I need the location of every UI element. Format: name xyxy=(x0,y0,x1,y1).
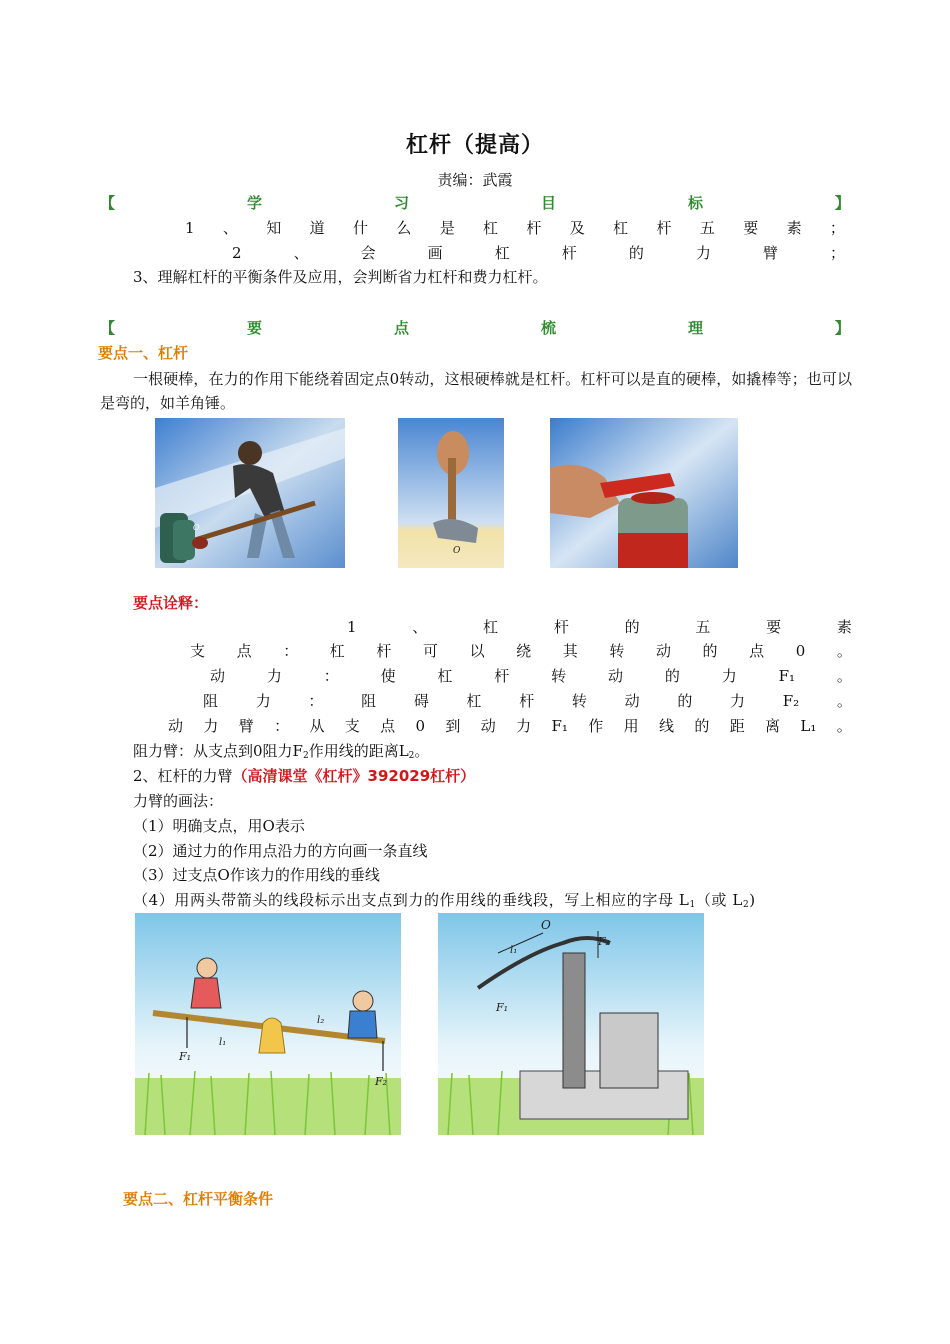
resistance-arm-definition: 阻力臂：从支点到0阻力$F_2$作用线的距离$L_2$。 xyxy=(133,742,430,761)
char: 的 xyxy=(624,618,640,636)
char: 0 xyxy=(415,717,426,735)
char: 杆 xyxy=(553,618,569,636)
char: 杆 xyxy=(376,642,392,660)
lever-arm-item: 2、杠杆的力臂（高清课堂《杠杆》392029杠杆） xyxy=(133,767,476,785)
char: 力 xyxy=(203,717,219,735)
char: 阻 xyxy=(203,692,219,710)
page-title: 杠杆（提高） xyxy=(405,133,544,158)
step-3: （3）过支点O作该力的作用线的垂线 xyxy=(133,866,380,884)
seesaw-l2-label: l₂ xyxy=(317,1015,325,1026)
char: 】 xyxy=(834,194,850,212)
char: 。 xyxy=(836,717,852,735)
char: 、 xyxy=(412,618,428,636)
char: 点 xyxy=(393,319,409,337)
char: 臂 xyxy=(238,717,254,735)
step-2: （2）通过力的作用点沿力的方向画一条直线 xyxy=(133,842,428,860)
char: 【 xyxy=(100,194,116,212)
char: 的 xyxy=(628,244,644,262)
char: 。 xyxy=(836,642,852,660)
pump-l1-label: l₁ xyxy=(510,945,518,956)
char: F₂ xyxy=(782,692,800,710)
char: F₁ xyxy=(778,667,796,685)
char: 梳 xyxy=(540,319,556,337)
char: 【 xyxy=(100,319,116,337)
char: 是 xyxy=(439,219,455,237)
hammer-photo xyxy=(398,418,504,568)
effort-arm-definition xyxy=(168,716,852,736)
fulcrum-definition xyxy=(190,641,852,661)
char: 素 xyxy=(836,618,852,636)
char: 理 xyxy=(687,319,703,337)
pump-fulcrum-label: O xyxy=(541,918,551,932)
char: 力 xyxy=(255,692,271,710)
char: 杆 xyxy=(561,244,577,262)
char: 的 xyxy=(702,642,718,660)
char: 知 xyxy=(266,219,282,237)
char: 使 xyxy=(380,667,396,685)
char: 、 xyxy=(222,219,238,237)
char: 臂 xyxy=(762,244,778,262)
char: 点 xyxy=(749,642,765,660)
char: 转 xyxy=(571,692,587,710)
char: 动 xyxy=(608,667,624,685)
char: 动 xyxy=(624,692,640,710)
char: 要 xyxy=(246,319,262,337)
char: 离 xyxy=(765,717,781,735)
char: 】 xyxy=(834,319,850,337)
char: 杠 xyxy=(613,219,629,237)
char: 杠 xyxy=(494,244,510,262)
char: 标 xyxy=(687,194,703,212)
char: 的 xyxy=(677,692,693,710)
char: 力 xyxy=(695,244,711,262)
char: 五 xyxy=(695,618,711,636)
hd-class-link[interactable]: （高清课堂《杠杆》392029杠杆） xyxy=(232,767,476,785)
char: 距 xyxy=(729,717,745,735)
char: 的 xyxy=(694,717,710,735)
char: 碍 xyxy=(413,692,429,710)
char: 杠 xyxy=(437,667,453,685)
char: 线 xyxy=(658,717,674,735)
char: 画 xyxy=(427,244,443,262)
char: 杠 xyxy=(466,692,482,710)
char: ： xyxy=(283,642,299,660)
char: 用 xyxy=(623,717,639,735)
objective-item-1 xyxy=(185,218,845,238)
char: 可 xyxy=(422,642,438,660)
char: 、 xyxy=(293,244,309,262)
char: 杆 xyxy=(519,692,535,710)
char: 动 xyxy=(655,642,671,660)
char: ： xyxy=(323,667,339,685)
char: 素 xyxy=(786,219,802,237)
hammer-fulcrum-label: O xyxy=(453,546,461,556)
char: 杠 xyxy=(483,219,499,237)
char: 杆 xyxy=(526,219,542,237)
char: 转 xyxy=(551,667,567,685)
char: ； xyxy=(829,219,845,237)
char: 绕 xyxy=(516,642,532,660)
char: 及 xyxy=(569,219,585,237)
char: 力 xyxy=(721,667,737,685)
char: 动 xyxy=(480,717,496,735)
char: 力 xyxy=(516,717,532,735)
char: 杠 xyxy=(329,642,345,660)
objectives-heading xyxy=(100,193,850,213)
pump-f2-label: F₂ xyxy=(598,935,611,948)
draw-method-heading: 力臂的画法： xyxy=(133,792,224,810)
explanation-title: 要点诠释： xyxy=(133,594,209,612)
char: ； xyxy=(829,244,845,262)
crowbar-photo xyxy=(155,418,345,568)
char: 五 xyxy=(699,219,715,237)
char: 点 xyxy=(236,642,252,660)
char: 其 xyxy=(562,642,578,660)
char: 2 xyxy=(232,244,242,262)
char: 要 xyxy=(743,219,759,237)
char: 从 xyxy=(309,717,325,735)
char: 转 xyxy=(609,642,625,660)
char: 动 xyxy=(210,667,226,685)
seesaw-diagram xyxy=(135,913,401,1135)
char: 学 xyxy=(246,194,262,212)
section-title-balance: 要点二、杠杆平衡条件 xyxy=(123,1190,274,1208)
seesaw-f1-label: F₁ xyxy=(179,1050,192,1063)
char: F₁ xyxy=(551,717,568,735)
seesaw-l1-label: l₁ xyxy=(219,1037,227,1048)
bottle-opener-photo xyxy=(550,418,738,568)
resistance-definition xyxy=(203,691,852,711)
char: 以 xyxy=(469,642,485,660)
char: L₁ xyxy=(800,717,817,735)
section-title-lever: 要点一、杠杆 xyxy=(98,344,189,362)
char: 道 xyxy=(309,219,325,237)
char: 会 xyxy=(360,244,376,262)
char: 1 xyxy=(185,219,195,237)
char: 力 xyxy=(266,667,282,685)
char: 杆 xyxy=(494,667,510,685)
objective-item-3: 3、理解杠杆的平衡条件及应用，会判断省力杠杆和费力杠杆。 xyxy=(133,268,548,286)
char: 习 xyxy=(393,194,409,212)
summary-heading xyxy=(100,318,850,338)
char: ： xyxy=(274,717,290,735)
char: 杠 xyxy=(483,618,499,636)
seesaw-f2-label: F₂ xyxy=(375,1075,388,1088)
editor-line: 责编：武霞 xyxy=(437,171,513,189)
char: 。 xyxy=(836,667,852,685)
char: 目 xyxy=(540,194,556,212)
effort-definition xyxy=(210,666,852,686)
char: 什 xyxy=(352,219,368,237)
step-1: （1）明确支点，用O表示 xyxy=(133,817,305,835)
char: 动 xyxy=(168,717,184,735)
char: 的 xyxy=(664,667,680,685)
crowbar-fulcrum-label: O xyxy=(193,523,200,532)
char: 支 xyxy=(344,717,360,735)
char: 0 xyxy=(795,642,806,660)
char: 杆 xyxy=(656,219,672,237)
char: 1 xyxy=(347,618,357,636)
char: 。 xyxy=(836,692,852,710)
char: 作 xyxy=(588,717,604,735)
char: 到 xyxy=(445,717,461,735)
char: 支 xyxy=(190,642,206,660)
water-pump-diagram xyxy=(438,913,704,1135)
pump-f1-label: F₁ xyxy=(496,1001,509,1014)
lever-intro: 一根硬棒，在力的作用下能绕着固定点0转动，这根硬棒就是杠杆。杠杆可以是直的硬棒，如撬棒等；也可以是弯的，如羊角锤。 xyxy=(100,370,852,412)
objective-item-2 xyxy=(232,243,845,263)
five-elements-line xyxy=(347,617,852,637)
step-4: （4）用两头带箭头的线段标示出支点到力的作用线的垂线段，写上相应的字母 $L_1$（或 $L_2$) xyxy=(133,891,756,910)
char: 要 xyxy=(766,618,782,636)
char: 力 xyxy=(730,692,746,710)
char: 阻 xyxy=(361,692,377,710)
char: 么 xyxy=(396,219,412,237)
char: ： xyxy=(308,692,324,710)
char: 点 xyxy=(380,717,396,735)
